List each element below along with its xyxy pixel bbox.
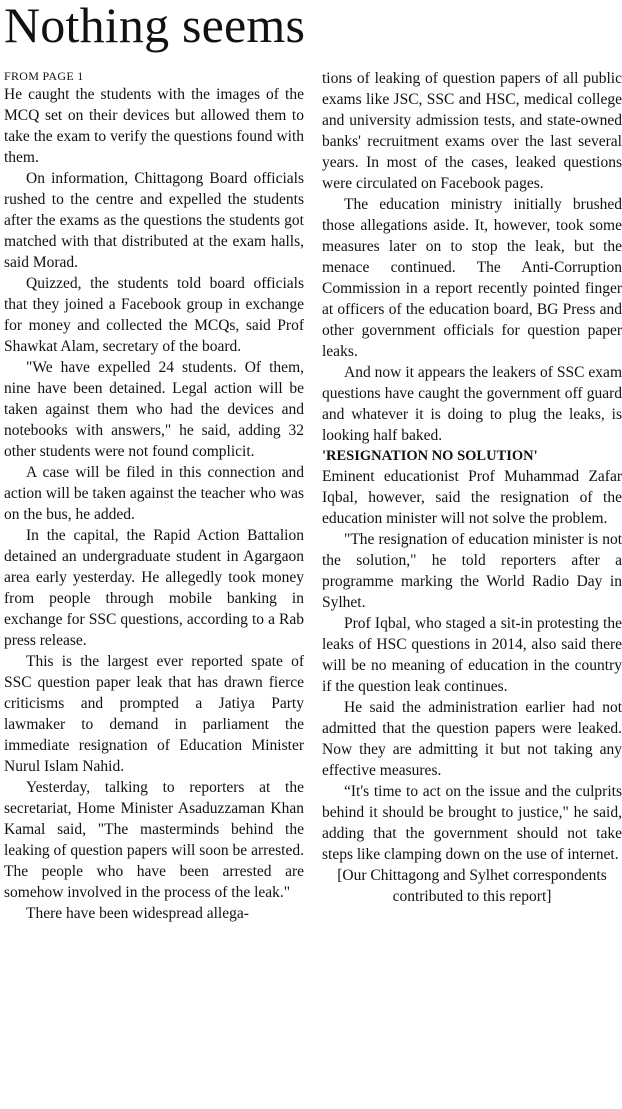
paragraph: He said the administration earlier had not admitted that the question papers were leaked. Now they are admitting it but not taking any effective measures. xyxy=(322,699,622,779)
paragraph: In the capital, the Rapid Action Battalion detained an undergraduate student in Agargaon area early yesterday. He allegedly took money from people through mobile banking in exchange for SSC questions, according to a Rab press release. xyxy=(4,527,304,649)
paragraph: Prof Iqbal, who staged a sit-in protesting the leaks of HSC questions in 2014, also said there will be no meaning of education in the country if the question leak continues. xyxy=(322,615,622,695)
paragraph: tions of leaking of question papers of all public exams like JSC, SSC and HSC, medical college and university admission tests, and state-owned banks' recruitment exams over the last several years. In most of the cases, leaked questions were circulated on Facebook pages. xyxy=(322,70,622,192)
paragraph: Quizzed, the students told board officials that they joined a Facebook group in exchange for money and collected the MCQs, said Prof Shawkat Alam, secretary of the board. xyxy=(4,275,304,355)
paragraph: "The resignation of education minister is not the solution," he told reporters after a programme marking the World Radio Day in Sylhet. xyxy=(322,531,622,611)
paragraph: He caught the students with the images of the MCQ set on their devices but allowed them to take the exam to verify the questions found with them. xyxy=(4,86,304,166)
paragraph: Yesterday, talking to reporters at the secretariat, Home Minister Asaduzzaman Khan Kamal said, "The masterminds behind the leaking of question papers will soon be arrested. The people who have been arrested are somehow involved in the process of the leak." xyxy=(4,779,304,901)
paragraph: A case will be filed in this connection and action will be taken against the teacher who was on the bus, he added. xyxy=(4,464,304,523)
paragraph: And now it appears the leakers of SSC exam questions have caught the government off guard and whatever it is doing to plug the leaks, is looking half baked. xyxy=(322,364,622,444)
paragraph: This is the largest ever reported spate of SSC question paper leak that has drawn fierce criticisms and prompted a Jatiya Party lawmaker to demand in parliament the immediate resignation of Education Minister Nurul Islam Nahid. xyxy=(4,653,304,775)
paragraph: "We have expelled 24 students. Of them, nine have been detained. Legal action will be taken against them who had the devices and notebooks with answers," he said, adding 32 other students were not found complicit. xyxy=(4,359,304,460)
from-page-label: FROM PAGE 1 xyxy=(4,69,84,83)
paragraph: The education ministry initially brushed those allegations aside. It, however, took some measures later on to stop the leak, but the menace continued. The Anti-Corruption Commission in a report recently pointed finger at officers of the education board, BG Press and other government officials for question paper leaks. xyxy=(322,196,622,360)
paragraph: There have been widespread allega- xyxy=(26,905,249,922)
left-column xyxy=(4,68,304,924)
paragraph: Eminent educationist Prof Muhammad Zafar Iqbal, however, said the resignation of the education minister will not solve the problem. xyxy=(322,468,622,527)
headline: Nothing seems xyxy=(4,0,306,53)
byline-credit: [Our Chittagong and Sylhet correspondents contributed to this report] xyxy=(337,867,607,905)
right-column xyxy=(322,68,622,907)
paragraph: “It's time to act on the issue and the culprits behind it should be brought to justice," he said, adding that the government should not take steps like clamping down on the use of internet. xyxy=(322,783,622,863)
section-subhead: 'RESIGNATION NO SOLUTION' xyxy=(322,448,538,464)
paragraph: On information, Chittagong Board officials rushed to the centre and expelled the students after the exams as the questions the students got matched with that distributed at the exam halls, said Morad. xyxy=(4,170,304,271)
